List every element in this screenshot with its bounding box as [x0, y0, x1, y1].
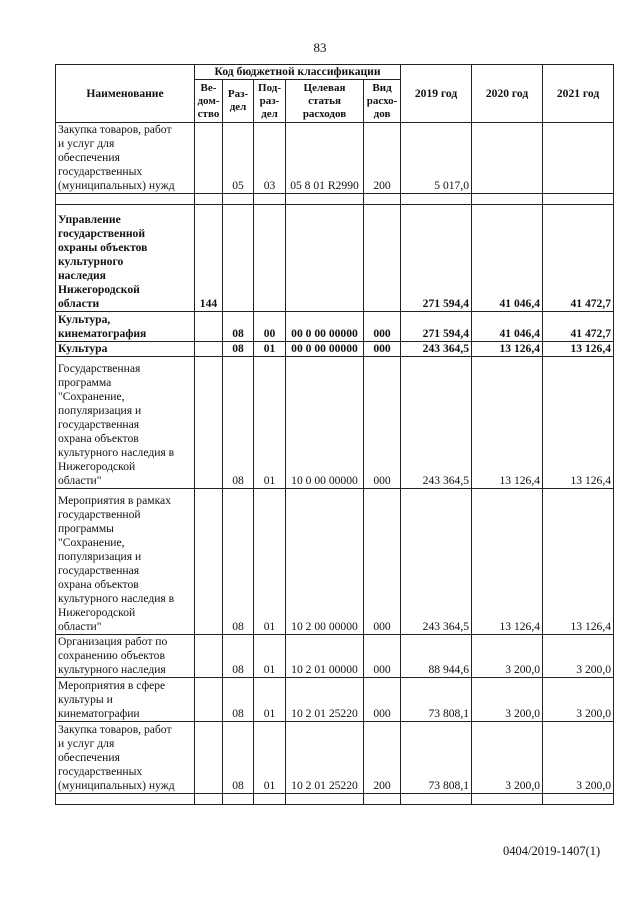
cell-razdel: 08 [223, 357, 254, 489]
empty-cell [472, 194, 543, 205]
page-number: 83 [313, 40, 327, 55]
cell-razdel: 08 [223, 312, 254, 342]
cell-name: Мероприятия в сфере культуры и кинематографии [56, 678, 195, 722]
header-classification-code: Код бюджетной классификации [195, 65, 401, 80]
header-target-article: Целевая статья расходов [286, 80, 364, 123]
cell-vid: 000 [364, 489, 401, 635]
cell-y2019: 271 594,4 [401, 205, 472, 312]
cell-y2020: 13 126,4 [472, 489, 543, 635]
empty-cell [286, 194, 364, 205]
cell-podrazdel [254, 205, 286, 312]
cell-razdel [223, 205, 254, 312]
cell-name: Управление государственной охраны объектов культурного наследия Нижегородской области [56, 205, 195, 312]
cell-name: Государственная программа "Сохранение, популяризация и государственная охрана объектов культурного наследия в Нижегородской области" [56, 357, 195, 489]
cell-celevaya: 00 0 00 00000 [286, 312, 364, 342]
cell-ved [195, 342, 223, 357]
cell-vid: 000 [364, 357, 401, 489]
cell-y2020: 41 046,4 [472, 205, 543, 312]
cell-podrazdel: 03 [254, 123, 286, 194]
spacer-row [56, 794, 614, 805]
cell-celevaya: 10 2 01 25220 [286, 722, 364, 794]
cell-celevaya [286, 205, 364, 312]
table-row [56, 357, 614, 489]
empty-cell [286, 794, 364, 805]
table-row [56, 342, 614, 357]
cell-y2019: 243 364,5 [401, 342, 472, 357]
cell-celevaya: 10 2 01 25220 [286, 678, 364, 722]
cell-ved: 144 [195, 205, 223, 312]
cell-razdel: 08 [223, 678, 254, 722]
cell-y2021: 3 200,0 [543, 722, 614, 794]
cell-y2020: 41 046,4 [472, 312, 543, 342]
header-expense-type: Вид расхо- дов [364, 80, 401, 123]
empty-cell [223, 794, 254, 805]
cell-y2021: 13 126,4 [543, 357, 614, 489]
empty-cell [364, 794, 401, 805]
cell-ved [195, 357, 223, 489]
cell-y2021: 41 472,7 [543, 205, 614, 312]
cell-ved [195, 312, 223, 342]
cell-celevaya: 10 2 01 00000 [286, 635, 364, 678]
empty-cell [254, 194, 286, 205]
cell-vid: 000 [364, 312, 401, 342]
cell-name: Мероприятия в рамках государственной программы "Сохранение, популяризация и государственная охрана объектов культурного наследия в Нижегородской области" [56, 489, 195, 635]
table-row [56, 205, 614, 312]
cell-y2019: 88 944,6 [401, 635, 472, 678]
empty-cell [543, 794, 614, 805]
table-row [56, 489, 614, 635]
cell-razdel: 08 [223, 342, 254, 357]
header-podrazdel: Под- раз- дел [254, 80, 286, 123]
cell-celevaya: 10 2 00 00000 [286, 489, 364, 635]
cell-y2020: 3 200,0 [472, 722, 543, 794]
cell-y2019: 73 808,1 [401, 722, 472, 794]
empty-cell [401, 194, 472, 205]
header-name: Наименование [56, 65, 195, 123]
cell-name: Культура [56, 342, 195, 357]
cell-y2021: 41 472,7 [543, 312, 614, 342]
table-row [56, 722, 614, 794]
cell-razdel: 08 [223, 489, 254, 635]
cell-name: Закупка товаров, работ и услуг для обеспечения государственных (муниципальных) нужд [56, 722, 195, 794]
cell-vid: 200 [364, 722, 401, 794]
cell-name: Культура, кинематография [56, 312, 195, 342]
empty-cell [56, 194, 195, 205]
spacer-row [56, 194, 614, 205]
header-2020: 2020 год [472, 65, 543, 123]
header-ved: Ве- дом- ство [195, 80, 223, 123]
header-2019: 2019 год [401, 65, 472, 123]
table-body [56, 123, 614, 805]
cell-vid: 000 [364, 342, 401, 357]
cell-podrazdel: 01 [254, 722, 286, 794]
cell-podrazdel: 01 [254, 635, 286, 678]
document-code: 0404/2019-1407(1) [503, 844, 601, 858]
cell-y2020: 13 126,4 [472, 357, 543, 489]
cell-razdel: 08 [223, 635, 254, 678]
header-razdel: Раз- дел [223, 80, 254, 123]
cell-y2020: 3 200,0 [472, 678, 543, 722]
cell-y2019: 243 364,5 [401, 357, 472, 489]
table-row [56, 678, 614, 722]
cell-y2020: 13 126,4 [472, 342, 543, 357]
cell-vid: 000 [364, 678, 401, 722]
cell-y2019: 5 017,0 [401, 123, 472, 194]
cell-celevaya: 00 0 00 00000 [286, 342, 364, 357]
empty-cell [223, 194, 254, 205]
empty-cell [364, 194, 401, 205]
cell-y2020: 3 200,0 [472, 635, 543, 678]
cell-ved [195, 722, 223, 794]
cell-celevaya: 10 0 00 00000 [286, 357, 364, 489]
cell-ved [195, 635, 223, 678]
header-2021: 2021 год [543, 65, 614, 123]
cell-ved [195, 678, 223, 722]
empty-cell [472, 794, 543, 805]
cell-vid: 000 [364, 635, 401, 678]
cell-y2021: 13 126,4 [543, 342, 614, 357]
empty-cell [401, 794, 472, 805]
cell-y2021: 3 200,0 [543, 635, 614, 678]
empty-cell [254, 794, 286, 805]
cell-name: Закупка товаров, работ и услуг для обеспечения государственных (муниципальных) нужд [56, 123, 195, 194]
cell-razdel: 05 [223, 123, 254, 194]
empty-cell [56, 794, 195, 805]
cell-y2019: 271 594,4 [401, 312, 472, 342]
table-row [56, 635, 614, 678]
table-row [56, 123, 614, 194]
cell-vid [364, 205, 401, 312]
cell-y2021: 13 126,4 [543, 489, 614, 635]
cell-y2019: 73 808,1 [401, 678, 472, 722]
cell-y2019: 243 364,5 [401, 489, 472, 635]
table-row [56, 312, 614, 342]
cell-podrazdel: 00 [254, 312, 286, 342]
cell-y2021 [543, 123, 614, 194]
cell-ved [195, 489, 223, 635]
cell-podrazdel: 01 [254, 342, 286, 357]
budget-table [55, 64, 614, 805]
cell-name: Организация работ по сохранению объектов культурного наследия [56, 635, 195, 678]
empty-cell [195, 194, 223, 205]
cell-razdel: 08 [223, 722, 254, 794]
cell-podrazdel: 01 [254, 678, 286, 722]
cell-y2020 [472, 123, 543, 194]
cell-celevaya: 05 8 01 R2990 [286, 123, 364, 194]
cell-vid: 200 [364, 123, 401, 194]
empty-cell [195, 794, 223, 805]
empty-cell [543, 194, 614, 205]
cell-y2021: 3 200,0 [543, 678, 614, 722]
cell-podrazdel: 01 [254, 489, 286, 635]
cell-ved [195, 123, 223, 194]
cell-podrazdel: 01 [254, 357, 286, 489]
